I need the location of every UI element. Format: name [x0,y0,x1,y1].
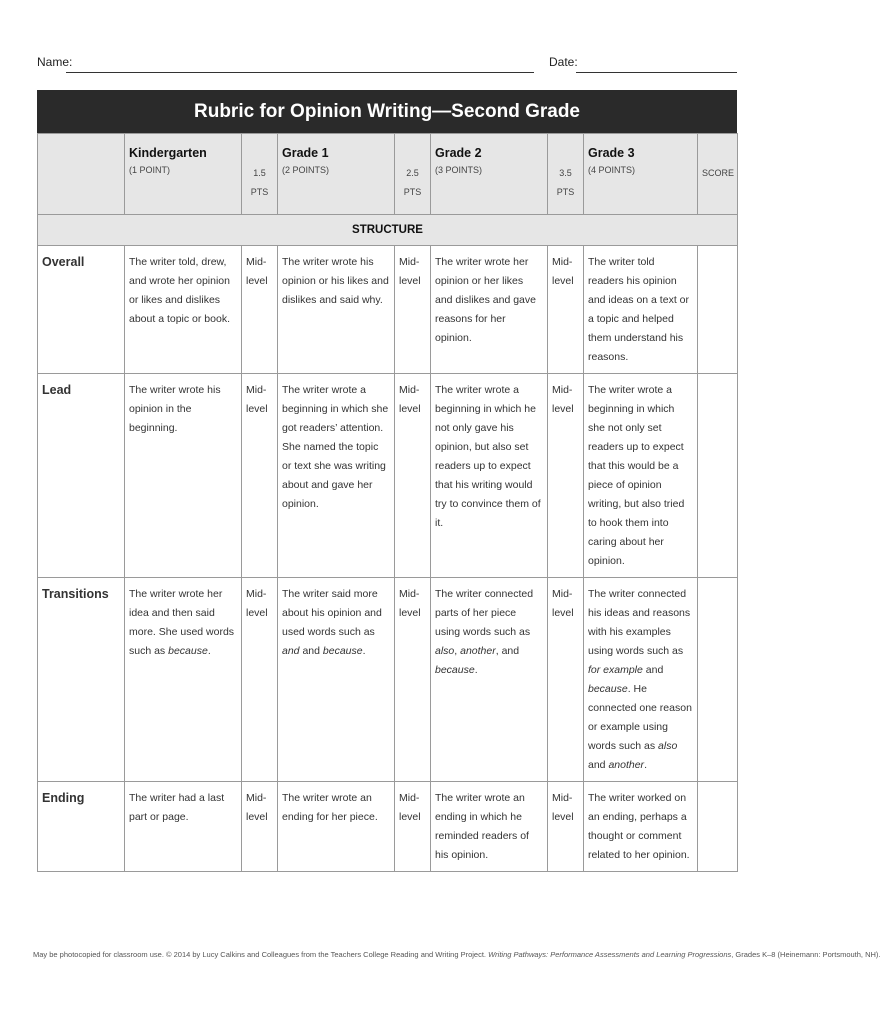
descriptor-grade3: The writer wrote a beginning in which she not only set readers up to expect that this would be a piece of opinion writing, but also tried to hook them into caring about her opinion. [584,374,698,578]
section-row [38,215,738,246]
date-field[interactable] [576,72,737,73]
mid-pts-1: 1.5 PTS [242,134,278,215]
grade3-heading: Grade 3 [588,146,635,160]
name-label: Name: [37,55,73,69]
grade-header-row [38,134,738,215]
criterion-row-ending [38,782,738,872]
descriptor-grade1: The writer said more about his opinion and used words such as and and because. [278,578,395,782]
grade2-points: (3 POINTS) [435,165,483,175]
col-grade3 [584,134,698,215]
section-structure: STRUCTURE [38,215,738,246]
score-cell[interactable] [698,246,738,374]
mid-level-label: Mid- level [242,374,278,578]
descriptor-kindergarten: The writer had a last part or page. [125,782,242,872]
mid-level-label: Mid- level [548,374,584,578]
criterion-row-transitions [38,578,738,782]
descriptor-grade2: The writer connected parts of her piece using words such as also, another, and because. [431,578,548,782]
criterion-name: Transitions [38,578,125,782]
descriptor-grade3: The writer connected his ideas and reasons with his examples using words such as for example and because. He connected one reason or example using words such as also and another. [584,578,698,782]
descriptor-grade3: The writer worked on an ending, perhaps a thought or comment related to her opinion. [584,782,698,872]
mid-pts-3: 3.5 PTS [548,134,584,215]
descriptor-grade2: The writer wrote a beginning in which he not only gave his opinion, but also set readers up to expect that his writing would try to convince them of it. [431,374,548,578]
descriptor-kindergarten: The writer told, drew, and wrote her opinion or likes and dislikes about a topic or book. [125,246,242,374]
criterion-row-lead [38,374,738,578]
descriptor-grade2: The writer wrote an ending in which he reminded readers of his opinion. [431,782,548,872]
mid-level-label: Mid- level [395,782,431,872]
mid-level-label: Mid- level [242,782,278,872]
descriptor-kindergarten: The writer wrote his opinion in the beginning. [125,374,242,578]
mid-level-label: Mid- level [548,246,584,374]
corner-cell [38,134,125,215]
mid-level-label: Mid- level [242,578,278,782]
col-kindergarten [125,134,242,215]
descriptor-grade1: The writer wrote an ending for her piece. [278,782,395,872]
mid-level-label: Mid- level [395,578,431,782]
descriptor-grade2: The writer wrote her opinion or her likes and dislikes and gave reasons for her opinion. [431,246,548,374]
descriptor-grade3: The writer told readers his opinion and ideas on a text or a topic and helped them understand his reasons. [584,246,698,374]
rubric-title: Rubric for Opinion Writing—Second Grade [37,90,737,133]
mid-level-label: Mid- level [242,246,278,374]
criterion-name: Ending [38,782,125,872]
score-cell[interactable] [698,578,738,782]
grade2-heading: Grade 2 [435,146,482,160]
criterion-name: Lead [38,374,125,578]
criterion-row-overall [38,246,738,374]
name-field[interactable] [66,72,534,73]
mid-level-label: Mid- level [548,782,584,872]
mid-level-label: Mid- level [395,246,431,374]
grade3-points: (4 POINTS) [588,165,636,175]
mid-level-label: Mid- level [548,578,584,782]
descriptor-grade1: The writer wrote a beginning in which she got readers’ attention. She named the topic or text she was writing about and gave her opinion. [278,374,395,578]
grade1-points: (2 POINTS) [282,165,330,175]
score-heading: SCORE [698,134,738,215]
col-grade1 [278,134,395,215]
mid-level-label: Mid- level [395,374,431,578]
kindergarten-heading: Kindergarten [129,146,207,160]
grade1-heading: Grade 1 [282,146,329,160]
descriptor-grade1: The writer wrote his opinion or his likes and dislikes and said why. [278,246,395,374]
score-cell[interactable] [698,374,738,578]
score-cell[interactable] [698,782,738,872]
rubric-table [37,133,738,872]
date-label: Date: [549,55,578,69]
copyright-footer: May be photocopied for classroom use. © 2014 by Lucy Calkins and Colleagues from the Teachers College Reading and Writing Project. Writing Pathways: Performance Assessments and Learning Progressions, Grades K–8 (Heinemann: Portsmouth, NH). [33,950,881,959]
mid-pts-2: 2.5 PTS [395,134,431,215]
kindergarten-points: (1 POINT) [129,165,171,175]
criterion-name: Overall [38,246,125,374]
col-grade2 [431,134,548,215]
descriptor-kindergarten: The writer wrote her idea and then said more. She used words such as because. [125,578,242,782]
